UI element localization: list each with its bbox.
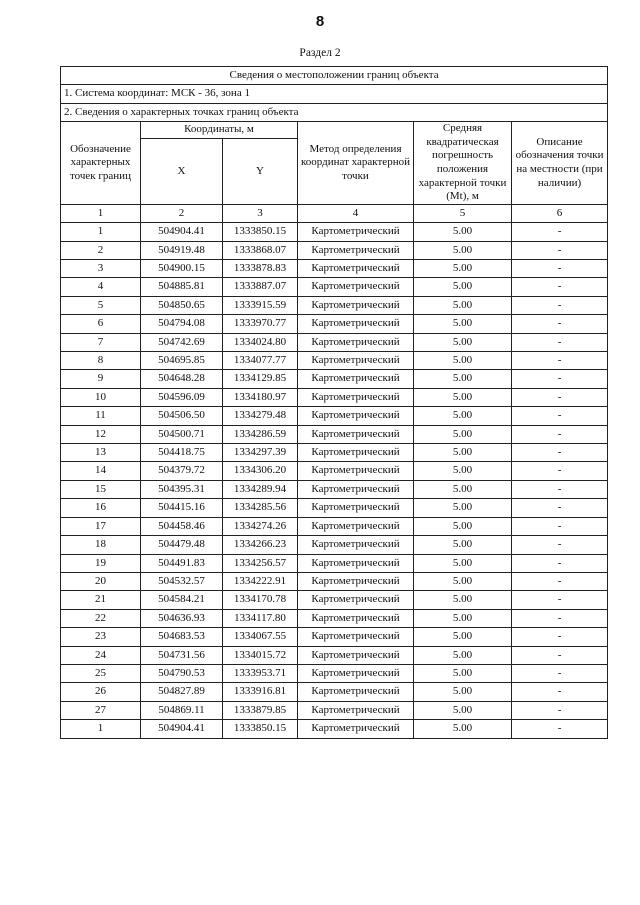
point-description: - [512, 241, 608, 259]
point-id: 11 [61, 407, 141, 425]
method: Картометрический [298, 407, 414, 425]
coord-x: 504395.31 [141, 480, 223, 498]
table-title: Сведения о местоположении границ объекта [61, 67, 608, 85]
point-description: - [512, 499, 608, 517]
table-row [61, 462, 608, 480]
error-value: 5.00 [414, 425, 512, 443]
coord-y: 1333970.77 [223, 315, 298, 333]
method: Картометрический [298, 664, 414, 682]
table-row [61, 333, 608, 351]
method: Картометрический [298, 572, 414, 590]
column-number: 2 [141, 204, 223, 222]
error-value: 5.00 [414, 536, 512, 554]
coord-x: 504683.53 [141, 628, 223, 646]
coord-y: 1334170.78 [223, 591, 298, 609]
error-value: 5.00 [414, 609, 512, 627]
method: Картометрический [298, 480, 414, 498]
method: Картометрический [298, 646, 414, 664]
coord-x: 504479.48 [141, 536, 223, 554]
error-value: 5.00 [414, 572, 512, 590]
method: Картометрический [298, 499, 414, 517]
coord-y: 1334274.26 [223, 517, 298, 535]
method: Картометрический [298, 591, 414, 609]
point-description: - [512, 720, 608, 738]
coord-x: 504731.56 [141, 646, 223, 664]
coord-x: 504904.41 [141, 720, 223, 738]
error-value: 5.00 [414, 315, 512, 333]
coord-y: 1333915.59 [223, 296, 298, 314]
coord-y: 1333887.07 [223, 278, 298, 296]
point-description: - [512, 646, 608, 664]
coord-y: 1334015.72 [223, 646, 298, 664]
method: Картометрический [298, 701, 414, 719]
coord-y: 1334286.59 [223, 425, 298, 443]
coord-y: 1334077.77 [223, 352, 298, 370]
point-id: 1 [61, 720, 141, 738]
table-row [61, 664, 608, 682]
coord-x: 504491.83 [141, 554, 223, 572]
point-description: - [512, 609, 608, 627]
method: Картометрический [298, 536, 414, 554]
point-description: - [512, 572, 608, 590]
point-description: - [512, 517, 608, 535]
table-row [61, 499, 608, 517]
error-value: 5.00 [414, 444, 512, 462]
table-row [61, 425, 608, 443]
point-id: 24 [61, 646, 141, 664]
point-id: 19 [61, 554, 141, 572]
method: Картометрический [298, 388, 414, 406]
coord-x: 504794.08 [141, 315, 223, 333]
header-row-1 [61, 122, 608, 139]
method: Картометрический [298, 278, 414, 296]
coord-x: 504379.72 [141, 462, 223, 480]
table-row [61, 315, 608, 333]
error-value: 5.00 [414, 664, 512, 682]
table-row [61, 591, 608, 609]
coord-y: 1334256.57 [223, 554, 298, 572]
table-title-row [61, 67, 608, 85]
header-method: Метод определения координат характерной точки [298, 122, 414, 205]
point-description: - [512, 388, 608, 406]
point-id: 20 [61, 572, 141, 590]
point-description: - [512, 260, 608, 278]
point-id: 13 [61, 444, 141, 462]
page-number: 8 [315, 13, 325, 30]
point-id: 17 [61, 517, 141, 535]
table-row [61, 388, 608, 406]
error-value: 5.00 [414, 499, 512, 517]
coord-y: 1334279.48 [223, 407, 298, 425]
point-id: 26 [61, 683, 141, 701]
column-number: 6 [512, 204, 608, 222]
coord-y: 1333916.81 [223, 683, 298, 701]
coord-x: 504500.71 [141, 425, 223, 443]
coord-x: 504695.85 [141, 352, 223, 370]
table-row [61, 517, 608, 535]
point-description: - [512, 315, 608, 333]
method: Картометрический [298, 315, 414, 333]
error-value: 5.00 [414, 517, 512, 535]
method: Картометрический [298, 609, 414, 627]
table-row [61, 572, 608, 590]
point-id: 9 [61, 370, 141, 388]
table-row [61, 260, 608, 278]
point-id: 18 [61, 536, 141, 554]
point-id: 8 [61, 352, 141, 370]
point-description: - [512, 536, 608, 554]
table-row [61, 646, 608, 664]
coord-x: 504458.46 [141, 517, 223, 535]
error-value: 5.00 [414, 241, 512, 259]
table-row [61, 683, 608, 701]
point-id: 15 [61, 480, 141, 498]
error-value: 5.00 [414, 591, 512, 609]
coord-x: 504584.21 [141, 591, 223, 609]
table-row [61, 296, 608, 314]
point-id: 7 [61, 333, 141, 351]
point-id: 3 [61, 260, 141, 278]
point-description: - [512, 444, 608, 462]
coord-y: 1333953.71 [223, 664, 298, 682]
table-row [61, 241, 608, 259]
coord-x: 504532.57 [141, 572, 223, 590]
error-value: 5.00 [414, 223, 512, 241]
method: Картометрический [298, 425, 414, 443]
point-id: 6 [61, 315, 141, 333]
table-row [61, 352, 608, 370]
coord-x: 504827.89 [141, 683, 223, 701]
point-description: - [512, 352, 608, 370]
point-description: - [512, 278, 608, 296]
header-error: Средняя квадратическая погрешность положения характерной точки (Mt), м [414, 122, 512, 205]
table-row [61, 370, 608, 388]
table-row [61, 701, 608, 719]
header-description: Описание обозначения точки на местности (при наличии) [512, 122, 608, 205]
error-value: 5.00 [414, 370, 512, 388]
error-value: 5.00 [414, 388, 512, 406]
method: Картометрический [298, 370, 414, 388]
table-row [61, 278, 608, 296]
method: Картометрический [298, 517, 414, 535]
point-id: 5 [61, 296, 141, 314]
column-numbers-row [61, 204, 608, 222]
point-description: - [512, 370, 608, 388]
error-value: 5.00 [414, 646, 512, 664]
points-title: 2. Сведения о характерных точках границ объекта [61, 103, 608, 121]
point-description: - [512, 425, 608, 443]
coord-x: 504919.48 [141, 241, 223, 259]
coord-x: 504885.81 [141, 278, 223, 296]
point-description: - [512, 333, 608, 351]
error-value: 5.00 [414, 407, 512, 425]
point-id: 25 [61, 664, 141, 682]
method: Картометрический [298, 260, 414, 278]
coord-x: 504742.69 [141, 333, 223, 351]
coord-x: 504900.15 [141, 260, 223, 278]
coord-y: 1334067.55 [223, 628, 298, 646]
method: Картометрический [298, 241, 414, 259]
coord-x: 504636.93 [141, 609, 223, 627]
error-value: 5.00 [414, 720, 512, 738]
method: Картометрический [298, 333, 414, 351]
point-id: 22 [61, 609, 141, 627]
point-id: 4 [61, 278, 141, 296]
table-row [61, 720, 608, 738]
coord-y: 1333878.83 [223, 260, 298, 278]
point-id: 10 [61, 388, 141, 406]
coord-y: 1333879.85 [223, 701, 298, 719]
method: Картометрический [298, 628, 414, 646]
coord-system: 1. Система координат: МСК - 36, зона 1 [61, 85, 608, 103]
error-value: 5.00 [414, 278, 512, 296]
coord-y: 1333850.15 [223, 223, 298, 241]
table-row [61, 223, 608, 241]
point-description: - [512, 591, 608, 609]
error-value: 5.00 [414, 628, 512, 646]
coord-x: 504904.41 [141, 223, 223, 241]
method: Картометрический [298, 554, 414, 572]
point-description: - [512, 223, 608, 241]
coord-x: 504850.65 [141, 296, 223, 314]
point-description: - [512, 683, 608, 701]
coord-x: 504506.50 [141, 407, 223, 425]
coord-y: 1333868.07 [223, 241, 298, 259]
coord-y: 1334222.91 [223, 572, 298, 590]
point-id: 16 [61, 499, 141, 517]
column-number: 3 [223, 204, 298, 222]
coord-y: 1334024.80 [223, 333, 298, 351]
point-description: - [512, 407, 608, 425]
coord-x: 504790.53 [141, 664, 223, 682]
column-number: 5 [414, 204, 512, 222]
column-number: 4 [298, 204, 414, 222]
coord-x: 504415.16 [141, 499, 223, 517]
point-description: - [512, 480, 608, 498]
point-description: - [512, 701, 608, 719]
point-id: 27 [61, 701, 141, 719]
coord-y: 1334289.94 [223, 480, 298, 498]
coord-system-row [61, 85, 608, 103]
error-value: 5.00 [414, 554, 512, 572]
points-title-row [61, 103, 608, 121]
coord-y: 1334129.85 [223, 370, 298, 388]
point-id: 14 [61, 462, 141, 480]
method: Картометрический [298, 462, 414, 480]
coord-y: 1334117.80 [223, 609, 298, 627]
method: Картометрический [298, 352, 414, 370]
table-row [61, 628, 608, 646]
error-value: 5.00 [414, 683, 512, 701]
method: Картометрический [298, 296, 414, 314]
point-description: - [512, 664, 608, 682]
coord-y: 1334306.20 [223, 462, 298, 480]
error-value: 5.00 [414, 352, 512, 370]
point-id: 21 [61, 591, 141, 609]
error-value: 5.00 [414, 333, 512, 351]
section-title: Раздел 2 [299, 47, 341, 59]
method: Картометрический [298, 683, 414, 701]
table-row [61, 536, 608, 554]
coord-x: 504648.28 [141, 370, 223, 388]
point-id: 12 [61, 425, 141, 443]
error-value: 5.00 [414, 260, 512, 278]
method: Картометрический [298, 444, 414, 462]
header-y: Y [223, 139, 298, 205]
coord-y: 1334266.23 [223, 536, 298, 554]
header-point: Обозначение характерных точек границ [61, 122, 141, 205]
table-row [61, 480, 608, 498]
error-value: 5.00 [414, 701, 512, 719]
table-row [61, 407, 608, 425]
boundary-table [60, 66, 608, 739]
coord-y: 1334297.39 [223, 444, 298, 462]
error-value: 5.00 [414, 480, 512, 498]
error-value: 5.00 [414, 296, 512, 314]
point-id: 23 [61, 628, 141, 646]
point-description: - [512, 628, 608, 646]
point-description: - [512, 296, 608, 314]
method: Картометрический [298, 720, 414, 738]
table-row [61, 609, 608, 627]
table-body [61, 67, 608, 739]
coord-x: 504418.75 [141, 444, 223, 462]
coord-y: 1334180.97 [223, 388, 298, 406]
point-id: 1 [61, 223, 141, 241]
point-id: 2 [61, 241, 141, 259]
method: Картометрический [298, 223, 414, 241]
table-row [61, 444, 608, 462]
header-x: X [141, 139, 223, 205]
point-description: - [512, 554, 608, 572]
point-description: - [512, 462, 608, 480]
header-coords: Координаты, м [141, 122, 298, 139]
coord-y: 1333850.15 [223, 720, 298, 738]
coord-x: 504869.11 [141, 701, 223, 719]
coord-y: 1334285.56 [223, 499, 298, 517]
coord-x: 504596.09 [141, 388, 223, 406]
table-row [61, 554, 608, 572]
error-value: 5.00 [414, 462, 512, 480]
column-number: 1 [61, 204, 141, 222]
